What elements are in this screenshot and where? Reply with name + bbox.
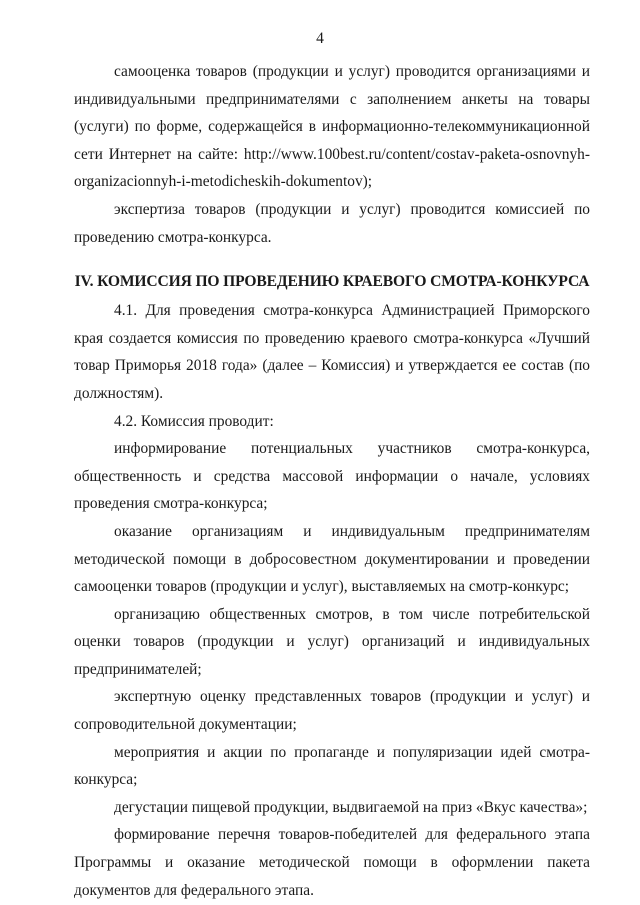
paragraph-expertise: экспертиза товаров (продукции и услуг) проводится комиссией по проведению смотра-конкурса. (74, 200, 590, 246)
paragraph-expert-evaluation: экспертную оценку представленных товаров (продукции и услуг) и сопроводительной документации; (74, 688, 590, 734)
paragraph-4-2: 4.2. Комиссия проводит: (114, 412, 274, 430)
page-number: 4 (316, 30, 324, 47)
paragraph-public-reviews: организацию общественных смотров, в том числе потребительской оценки товаров (продукции и услуг) организаций и индивидуальных предпринимателей; (74, 605, 590, 678)
paragraph-assistance: оказание организациям и индивидуальным предпринимателям методической помощи в добросовестном документировании и проведении самооценки товаров (продукции и услуг), выставляемых на смотр-конкурс; (74, 522, 590, 596)
document-body (74, 58, 590, 904)
paragraph-winners-list: формирование перечня товаров-победителей для федерального этапа Программы и оказание методической помощи в оформлении пакета документов для федерального этапа. (74, 826, 590, 899)
paragraph-self-assessment: самооценка товаров (продукции и услуг) проводится организациями и индивидуальными предпринимателями с заполнением анкеты на товары (услуги) по форме, содержащейся в информационно-телекоммуникационной сети Интернет на сайте: http://www.100best.ru/content/costav-paketa-osnovnyh-organizacionnyh-i-metodicheskih-dokumentov); (74, 63, 590, 191)
paragraph-informing: информирование потенциальных участников смотра-конкурса, общественность и средства массовой информации о начале, условиях проведения смотра-конкурса; (74, 440, 590, 513)
paragraph-4-1: 4.1. Для проведения смотра-конкурса Администрацией Приморского края создается комиссия по проведению краевого смотра-конкурса «Лучший товар Приморья 2018 года» (далее – Комиссия) и утверждается ее состав (по должностям). (74, 302, 590, 402)
paragraph-tasting: дегустации пищевой продукции, выдвигаемой на приз «Вкус качества»; (114, 798, 588, 816)
section-heading: IV. КОМИССИЯ ПО ПРОВЕДЕНИЮ КРАЕВОГО СМОТРА-КОНКУРСА (74, 273, 590, 291)
paragraph-promotion: мероприятия и акции по пропаганде и популяризации идей смотра-конкурса; (74, 743, 590, 789)
